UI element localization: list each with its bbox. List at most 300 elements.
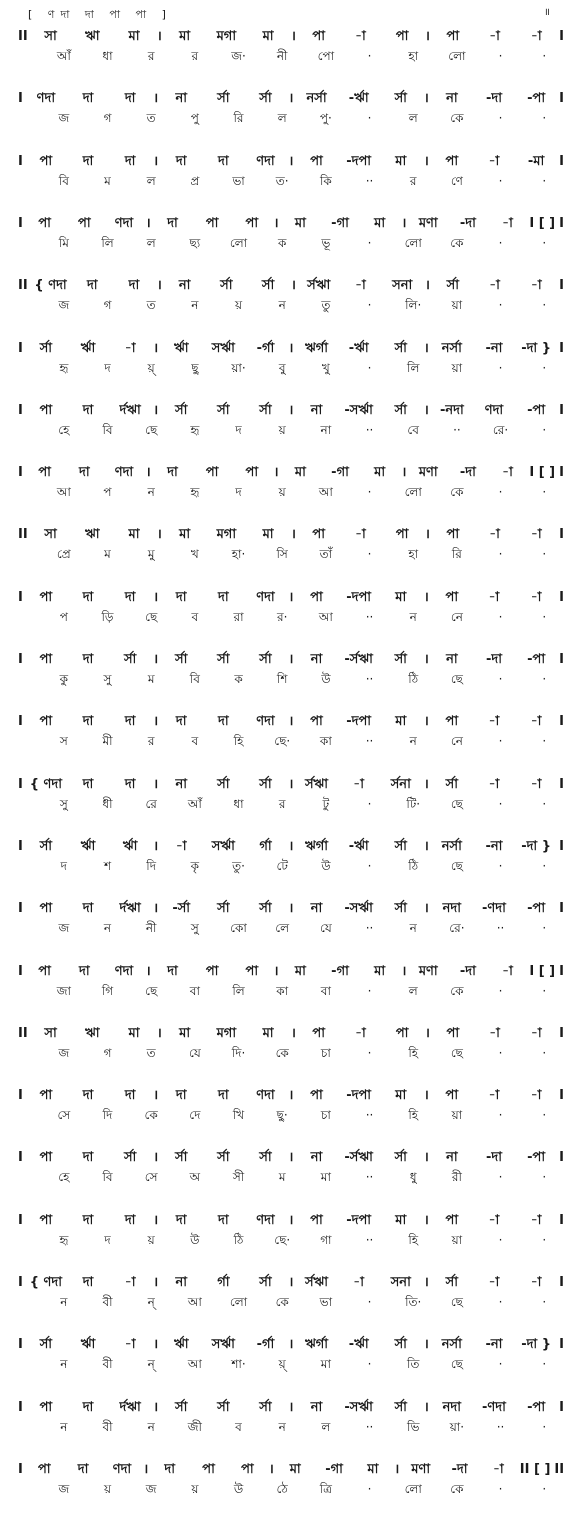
notation-block <box>0 707 580 757</box>
lyric-syllable: না <box>320 422 332 437</box>
lyric-syllable: বি <box>102 1170 113 1185</box>
bar-line: I <box>559 1275 564 1290</box>
lyric-syllable: গ <box>103 1045 112 1060</box>
beat-divider: । <box>153 402 159 418</box>
swara-note: -া <box>488 153 500 169</box>
swara-note: ণদা <box>114 465 134 481</box>
swara-note: -র্ঋা <box>348 838 369 854</box>
beat-divider: । <box>153 1088 159 1104</box>
beat-divider: । <box>423 589 429 605</box>
lyric-syllable: ন <box>278 1419 286 1434</box>
swara-note: র্সা <box>394 838 407 854</box>
beat-divider: । <box>288 91 294 107</box>
lyric-syllable: কে <box>450 111 464 126</box>
swara-note: না <box>175 1275 187 1290</box>
lyric-syllable: · <box>542 1232 547 1247</box>
lyric-syllable: য়া <box>451 360 463 375</box>
lyric-syllable: আ <box>318 609 333 624</box>
swara-note: -র্ঋা <box>348 340 369 356</box>
lyric-syllable: লি <box>232 983 245 998</box>
bar-line: I <box>18 714 23 730</box>
lyric-syllable: ত· <box>275 173 289 188</box>
bar-line: II <box>18 278 28 294</box>
bar-line: I <box>559 1399 564 1415</box>
swara-row <box>16 1210 566 1232</box>
beat-divider: । <box>153 776 159 792</box>
swara-note: -র্ঋা <box>348 91 369 107</box>
swara-note: -া <box>488 776 500 792</box>
lyric-syllable: ব <box>235 1419 242 1434</box>
beat-divider: । <box>401 465 407 481</box>
swara-row <box>16 213 566 235</box>
lyric-syllable: হৃ <box>190 485 200 500</box>
lyric-syllable: মা <box>320 1357 331 1372</box>
swara-note: মা <box>294 963 306 979</box>
swara-note: -গা <box>331 215 349 231</box>
swara-note: মা <box>179 29 191 44</box>
swara-note: দা <box>218 1212 229 1228</box>
lyric-syllable: প্র <box>190 173 200 188</box>
bar-line: I <box>18 1461 23 1477</box>
bar-line: I <box>18 1275 23 1290</box>
swara-note: দা <box>124 1212 136 1228</box>
swara-note: -া <box>502 465 513 481</box>
swara-note: -ণদা <box>482 1399 506 1415</box>
lyric-syllable: ল <box>146 173 156 188</box>
lyric-syllable: · <box>542 609 547 624</box>
swara-note: পা <box>39 153 53 169</box>
lyric-row <box>16 858 566 878</box>
lyric-row <box>16 733 566 753</box>
beat-divider: । <box>290 1025 296 1041</box>
bar-line: I <box>18 652 23 667</box>
lyric-syllable: ·· <box>365 173 374 188</box>
lyric-syllable: ল <box>408 983 418 998</box>
lyric-syllable: রী <box>451 1170 462 1185</box>
bar-line: I <box>559 340 564 356</box>
swara-note: ঋর্গা <box>305 1337 329 1353</box>
swara-note: র্সা <box>445 776 459 792</box>
lyric-syllable: আ <box>56 485 71 500</box>
swara-note: দা <box>175 1212 187 1228</box>
lyric-syllable: জ <box>58 111 70 126</box>
lyric-syllable: সু <box>190 921 199 936</box>
beat-divider: । <box>156 527 162 543</box>
swara-note: দা <box>175 153 187 169</box>
swara-note: র্দঋা <box>119 402 141 418</box>
swara-note: র্সা <box>123 1150 137 1166</box>
lyric-syllable: তাঁ <box>319 547 333 562</box>
bar-line: I <box>559 278 564 294</box>
swara-note: পা <box>446 1025 460 1041</box>
swara-note: -দপা <box>346 589 372 605</box>
swara-note: -া <box>488 1088 500 1104</box>
beat-divider: । <box>153 838 159 854</box>
lyric-syllable: ধু <box>409 1170 417 1185</box>
lyric-syllable: আ <box>318 485 333 500</box>
beat-divider: । <box>425 527 430 543</box>
swara-note: -া <box>493 1461 504 1477</box>
lyric-syllable: জী <box>187 1419 202 1434</box>
lyric-row <box>16 1232 566 1252</box>
lyric-syllable: ছে <box>450 858 463 873</box>
swara-note: মা <box>179 527 191 543</box>
swara-row <box>16 587 566 609</box>
swara-row <box>16 524 566 546</box>
bar-line: II <box>18 1025 28 1041</box>
lyric-syllable: টু <box>322 796 330 811</box>
lyric-row <box>16 1107 566 1127</box>
swara-note: মা <box>395 589 407 605</box>
lyric-syllable: য় <box>103 1481 112 1496</box>
swara-row <box>16 836 566 858</box>
lyric-syllable: গ <box>103 298 112 313</box>
lyric-syllable: · <box>498 983 503 998</box>
lyric-syllable: ·· <box>365 422 374 437</box>
lyric-syllable: দ <box>60 858 67 873</box>
swara-note: র্সা <box>394 1399 407 1415</box>
swara-note: র্সা <box>217 402 230 418</box>
bar-line: I <box>559 527 564 543</box>
bar-line: I <box>559 1212 564 1228</box>
swara-note: -া <box>530 278 542 294</box>
lyric-row <box>16 1481 566 1501</box>
lyric-syllable: · <box>498 49 503 63</box>
swara-note: সনা <box>392 278 413 294</box>
swara-row <box>16 88 566 110</box>
swara-note: র্সা <box>394 340 407 356</box>
lyric-syllable: টি· <box>406 796 421 811</box>
beat-divider: । <box>423 1088 429 1104</box>
swara-note: মণা <box>418 963 438 979</box>
lyric-row <box>16 173 566 193</box>
lyric-syllable: · <box>367 796 372 811</box>
swara-note: পা <box>205 215 219 231</box>
lyric-syllable: কে <box>450 983 464 998</box>
lyric-syllable: চা <box>320 1108 331 1123</box>
lyric-syllable: কে <box>450 1481 464 1496</box>
swara-note: মা <box>367 1461 379 1477</box>
swara-note: দা <box>124 776 136 792</box>
swara-note: -র্সা <box>172 901 191 917</box>
swara-note: পা <box>310 589 323 605</box>
swara-note: র্সা <box>175 1150 188 1166</box>
notation-block <box>0 1330 580 1380</box>
swara-note: { ণদা <box>29 1275 63 1290</box>
swara-note: -দা <box>485 1150 502 1166</box>
lyric-syllable: · <box>498 609 503 624</box>
swara-note: র্সঋা <box>304 776 329 792</box>
swara-row <box>16 649 566 671</box>
swara-row <box>16 26 566 48</box>
lyric-syllable: ভা <box>319 1295 333 1309</box>
swara-note: মগা <box>216 29 237 44</box>
swara-note: র্সা <box>259 402 272 418</box>
swara-note: মণা <box>411 1461 431 1477</box>
beat-divider: । <box>423 838 429 854</box>
lyric-syllable: · <box>542 547 547 562</box>
lyric-syllable: · <box>542 173 547 188</box>
swara-note: র্সা <box>217 901 230 917</box>
lyric-syllable: সু <box>103 672 112 686</box>
lyric-syllable: মা <box>320 1170 331 1185</box>
swara-note: মা <box>128 29 140 44</box>
lyric-row <box>16 235 566 255</box>
lyric-syllable: ছে <box>450 672 463 686</box>
lyric-syllable: · <box>498 360 503 375</box>
swara-note: -পা <box>527 901 546 917</box>
lyric-syllable: জ· <box>231 49 246 63</box>
notation-block <box>0 832 580 882</box>
beat-divider: । <box>153 1399 159 1415</box>
lyric-syllable: লি <box>101 235 114 250</box>
lyric-syllable: ঠি <box>233 1232 244 1247</box>
lyric-syllable: র <box>147 49 155 63</box>
lyric-syllable: ন্ <box>147 1357 155 1372</box>
lyric-syllable: কে <box>275 1045 289 1060</box>
lyric-syllable: রি <box>233 111 244 126</box>
lyric-syllable: বী <box>102 1295 113 1309</box>
lyric-syllable: ·· <box>496 921 505 936</box>
swara-note: পা <box>312 1025 326 1041</box>
swara-row <box>16 1459 566 1481</box>
notation-block <box>0 1455 580 1505</box>
lyric-syllable: ·· <box>496 1419 505 1434</box>
lyric-syllable: লো <box>229 1295 248 1309</box>
lyric-syllable: কি <box>319 173 332 188</box>
beat-divider: । <box>153 714 159 730</box>
swara-note: -া <box>530 527 542 543</box>
swara-note: -া <box>353 776 364 792</box>
lyric-syllable: ছে <box>145 422 158 437</box>
swara-note: র্সা <box>394 652 407 667</box>
swara-note: সর্ঋা <box>211 340 235 356</box>
swara-note: র্সা <box>175 652 188 667</box>
beat-divider: । <box>394 1461 400 1477</box>
swara-note: দা <box>124 91 136 107</box>
lyric-syllable: · <box>498 1108 503 1123</box>
swara-note: দা <box>167 215 178 231</box>
beat-divider: । <box>288 714 294 730</box>
lyric-syllable: সি <box>276 547 288 562</box>
swara-note: র্সা <box>394 91 407 107</box>
swara-note: পা <box>37 1461 51 1477</box>
beat-divider: । <box>153 652 159 667</box>
swara-row <box>16 1085 566 1107</box>
lyric-syllable: তু <box>321 298 331 313</box>
swara-note: নর্সা <box>306 91 327 107</box>
swara-note: মগা <box>216 1025 237 1041</box>
lyric-syllable: · <box>498 547 503 562</box>
swara-note: পা <box>39 901 53 917</box>
swara-note: দা <box>82 652 94 667</box>
lyric-syllable: · <box>367 858 372 873</box>
swara-note: পা <box>445 714 459 730</box>
bar-line: I <box>559 714 564 730</box>
beat-divider: । <box>423 153 429 169</box>
beat-divider: । <box>288 1337 294 1353</box>
swara-note: -সর্ঋা <box>344 1399 373 1415</box>
swara-note: -া <box>355 278 366 294</box>
swara-note: র্সা <box>259 901 272 917</box>
swara-note: মা <box>395 714 407 730</box>
swara-note: পা <box>446 527 460 543</box>
lyric-syllable: যে <box>319 921 332 936</box>
bar-line: I <box>559 589 564 605</box>
swara-note: নদা <box>442 1399 462 1415</box>
lyric-syllable: · <box>542 1481 547 1496</box>
bar-line: I <box>18 838 23 854</box>
swara-note: র্সা <box>394 1150 407 1166</box>
swara-note: -া <box>124 340 136 356</box>
lyric-syllable: · <box>498 111 503 126</box>
beat-divider: । <box>423 1337 429 1353</box>
swara-note: -া <box>124 1275 136 1290</box>
swara-note: -পা <box>527 652 546 667</box>
lyric-syllable: প্রে <box>56 547 71 562</box>
lyric-syllable: · <box>498 1481 503 1496</box>
beat-divider: । <box>425 278 430 294</box>
notation-block <box>0 1019 580 1069</box>
bar-line: I <box>18 1399 23 1415</box>
bar-line: I <box>559 153 564 169</box>
beat-divider: । <box>145 215 151 231</box>
lyric-syllable: লি <box>407 360 420 375</box>
swara-note: পা <box>39 652 53 667</box>
lyric-syllable: · <box>367 1357 372 1372</box>
swara-note: -না <box>485 340 503 356</box>
swara-note: ঋা <box>85 29 100 44</box>
swara-note: সর্ঋা <box>211 1337 235 1353</box>
swara-note: দা <box>218 1088 229 1104</box>
beat-divider: । <box>401 215 407 231</box>
swara-note: পা <box>395 527 409 543</box>
beat-divider: । <box>288 776 294 792</box>
swara-note: পা <box>39 1150 53 1166</box>
swara-note: র্সা <box>175 1399 188 1415</box>
notation-block <box>0 583 580 633</box>
lyric-syllable: ছে <box>145 983 158 998</box>
notation-block <box>0 458 580 508</box>
swara-note: -া <box>489 29 500 44</box>
lyric-syllable: সে <box>57 1108 71 1123</box>
swara-note: মা <box>374 215 386 231</box>
beat-divider: । <box>423 1212 429 1228</box>
lyric-syllable: গ <box>103 111 112 126</box>
swara-note: পা <box>445 589 459 605</box>
lyric-syllable: য় <box>278 485 286 500</box>
swara-note: -া <box>489 527 500 543</box>
lyric-row <box>16 609 566 629</box>
lyric-syllable: লো <box>404 235 422 250</box>
swara-row <box>16 1023 566 1045</box>
swara-note: পা <box>39 589 53 605</box>
lyric-syllable: শা· <box>231 1357 246 1372</box>
swara-note: -না <box>485 1337 503 1353</box>
lyric-syllable: দ <box>104 1232 111 1247</box>
lyric-syllable: লো <box>404 1481 422 1496</box>
beat-divider: । <box>290 29 296 44</box>
beat-divider: । <box>401 963 407 979</box>
swara-note: দা <box>218 714 229 730</box>
lyric-syllable: · <box>498 298 503 313</box>
lyric-syllable: · <box>498 1295 503 1309</box>
swara-note: পা <box>38 215 51 231</box>
lyric-row <box>16 1356 566 1376</box>
lyric-syllable: · <box>542 422 547 437</box>
beat-divider: । <box>288 901 294 917</box>
swara-note: র্ঋা <box>122 838 138 854</box>
lyric-syllable: বী <box>102 1357 113 1372</box>
swara-note: নর্সা <box>441 1337 462 1353</box>
lyric-syllable: য়া <box>451 298 463 313</box>
lyric-syllable: খ <box>190 547 199 562</box>
lyric-syllable: র <box>409 173 417 188</box>
lyric-syllable: · <box>498 1232 503 1247</box>
swara-note: দা <box>124 714 136 730</box>
swara-note: -ণদা <box>482 901 506 917</box>
swara-note: পা <box>245 465 259 481</box>
swara-note: মা <box>374 963 386 979</box>
bar-line: I <box>559 963 564 979</box>
lyric-syllable: বা <box>320 983 331 998</box>
lyric-syllable: · <box>542 983 547 998</box>
lyric-syllable: বি <box>58 173 69 188</box>
lyric-row <box>16 297 566 317</box>
beat-divider: । <box>273 963 279 979</box>
swara-note: না <box>178 278 191 294</box>
lyric-syllable: প <box>59 609 68 624</box>
lyric-syllable: বে <box>407 422 419 437</box>
lyric-syllable: ছ্য <box>189 235 201 250</box>
beat-divider: । <box>423 1399 429 1415</box>
notation-block <box>0 1081 580 1131</box>
lyric-syllable: ন <box>191 298 199 313</box>
lyric-syllable: হা· <box>231 547 246 562</box>
lyric-row <box>16 920 566 940</box>
swara-note: না <box>310 1150 323 1166</box>
lyric-syllable: · <box>498 235 503 250</box>
swara-note: র্ঋা <box>80 838 96 854</box>
lyric-syllable: দ <box>235 485 242 500</box>
swara-note: মা <box>395 1212 407 1228</box>
lyric-row <box>16 1045 566 1065</box>
lyric-syllable: · <box>542 796 547 811</box>
lyric-syllable: হৃ <box>59 360 69 375</box>
swara-row <box>16 1334 566 1356</box>
swara-note: মা <box>262 29 274 44</box>
lyric-syllable: নে <box>450 734 463 749</box>
swara-note: -দা } <box>521 838 551 854</box>
lyric-syllable: ত <box>146 1045 156 1060</box>
lyric-syllable: ·· <box>365 1232 374 1247</box>
beat-divider: । <box>423 901 429 917</box>
lyric-syllable: ·· <box>365 1419 374 1434</box>
lyric-syllable: · <box>498 1357 503 1372</box>
swara-note: ণদা <box>114 215 134 231</box>
swara-note: দা <box>128 278 140 294</box>
swara-note: দা <box>82 589 94 605</box>
lyric-syllable: · <box>542 360 547 375</box>
swara-note: -দা <box>459 465 476 481</box>
swara-note: পা <box>445 1212 459 1228</box>
lyric-syllable: ন <box>409 734 417 749</box>
swara-note: না <box>310 1399 323 1415</box>
lyric-syllable: ব <box>191 609 199 624</box>
bar-line: I <box>559 1025 564 1041</box>
bar-line: II <box>18 527 28 543</box>
beat-divider: । <box>288 1212 294 1228</box>
